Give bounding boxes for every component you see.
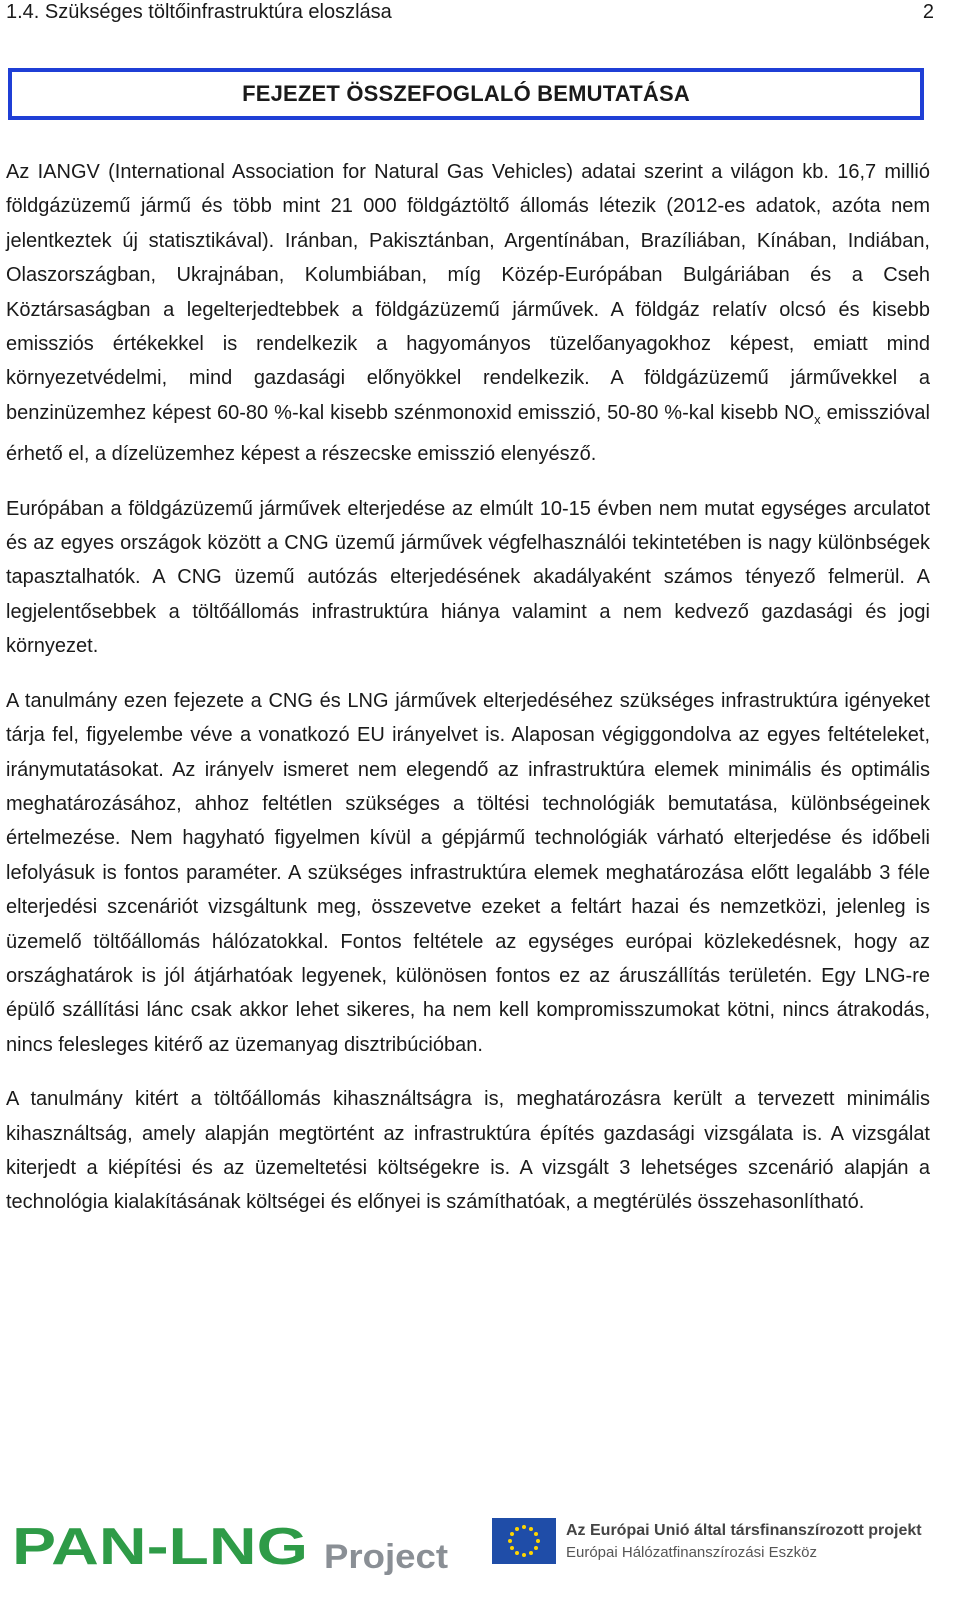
eu-funding-block [492,1510,932,1572]
paragraph-3: A tanulmány ezen fejezete a CNG és LNG járművek elterjedéséhez szükséges infrastruktúra igényeket tárja fel, figyelembe véve a vonatkozó EU irányelvet is. Alaposan végiggondolva az egyes feltételeket, iránymutatásokat. Az irányelv ismeret nem elegendő az infrastruktúra elemek minimális és optimális meghatározásához, ahhoz feltétlen szükséges a töltési technológiák bemutatása, különbségeinek értelmezése. Nem hagyható figyelmen kívül a gépjármű technológiák várható elterjedése és időbeli lefolyásuk is fontos paraméter. A szükséges infrastruktúra elemek meghatározása előtt legalább 3 féle elterjedési szcenáriót vizsgáltunk meg, összevetve ezeket a feltárt hazai és nemzetközi, jelenleg is üzemelő töltőállomás hálózatokkal. Fontos feltétele az egységes európai közlekedésnek, hogy az országhatárok is jól átjárhatóak legyenek, különösen fontos ez az áruszállítás területén. Egy LNG-re épülő szállítási lánc csak akkor lehet sikeres, ha nem kell kompromisszumokat kötni, nincs átrakodás, nincs felesleges kitérő az üzemanyag disztribúcióban. [6,689,930,1056]
paragraph-1 [6,155,930,472]
page-footer [0,1500,960,1612]
eu-funding-line-1: Az Európai Unió által társfinanszírozott projekt [566,1521,922,1539]
eu-flag-icon [492,1518,556,1564]
nox-subscript: x [814,411,821,427]
chapter-title: FEJEZET ÖSSZEFOGLALÓ BEMUTATÁSA [242,81,690,106]
chapter-title-box [8,68,924,120]
paragraph-1-text-end: emisszióval érhető el, a dízelüzemhez képest a részecske emisszió elenyésző. [6,401,930,466]
project-logo-text: Project [324,1538,448,1576]
eu-funding-line-2: Európai Hálózatfinanszírozási Eszköz [566,1543,817,1561]
pan-lng-logo-text: PAN-LNG [12,1518,308,1576]
document-body [6,155,930,1240]
page-number: 2 [922,0,934,23]
paragraph-1-text: Az IANGV (International Association for Natural Gas Vehicles) adatai szerint a világon kb. 16,7 millió földgázüzemű jármű és több mint 21 000 földgáztöltő állomás létezik (2012-es adatok, azóta nem jelentkeztek új statisztikával). Iránban, Pakisztánban, Argentínában, Brazíliában, Kínában, Indiában, Olaszországban, Ukrajnában, Kolumbiában, míg Közép-Európában Bulgáriában és a Cseh Köztársaságban a legelterjedtebbek a földgázüzemű járművek. A földgáz relatív olcsó és kisebb emissziós értékekkel is rendelkezik a hagyományos tüzelőanyagokhoz képest, emiatt mind környezetvédelmi, mind gazdasági előnyökkel rendelkezik. A földgázüzemű járművekkel a benzinüzemhez képest 60-80 %-kal kisebb szénmonoxid emisszió, 50-80 %-kal kisebb NO [6,161,930,424]
eu-funding-text [566,1522,922,1561]
pan-lng-project-logo [12,1514,462,1576]
section-title: 1.4. Szükséges töltőinfrastruktúra eloszlása [6,0,392,23]
paragraph-4: A tanulmány kitért a töltőállomás kihasználtságra is, meghatározásra került a tervezett minimális kihasználtság, amely alapján megtörtént az infrastruktúra építés gazdasági vizsgálata is. A vizsgálat kiterjedt a kiépítési és az üzemeltetési költségekre is. A vizsgált 3 lehetséges szcenárió alapján a technológia kialakításának költségei és előnyei is számíthatóak, a megtérülés összehasonlítható. [6,1088,930,1214]
paragraph-2: Európában a földgázüzemű járművek elterjedése az elmúlt 10-15 évben nem mutat egységes arculatot és az egyes országok között a CNG üzemű járművek végfelhasználói tekintetében is nagy különbségek tapasztalhatók. A CNG üzemű autózás elterjedésének akadályaként számos tényező felmerül. A legjelentősebbek a töltőállomás infrastruktúra hiánya valamint a nem kedvező gazdasági és jogi környezet. [6,497,930,658]
page-header [6,0,934,24]
